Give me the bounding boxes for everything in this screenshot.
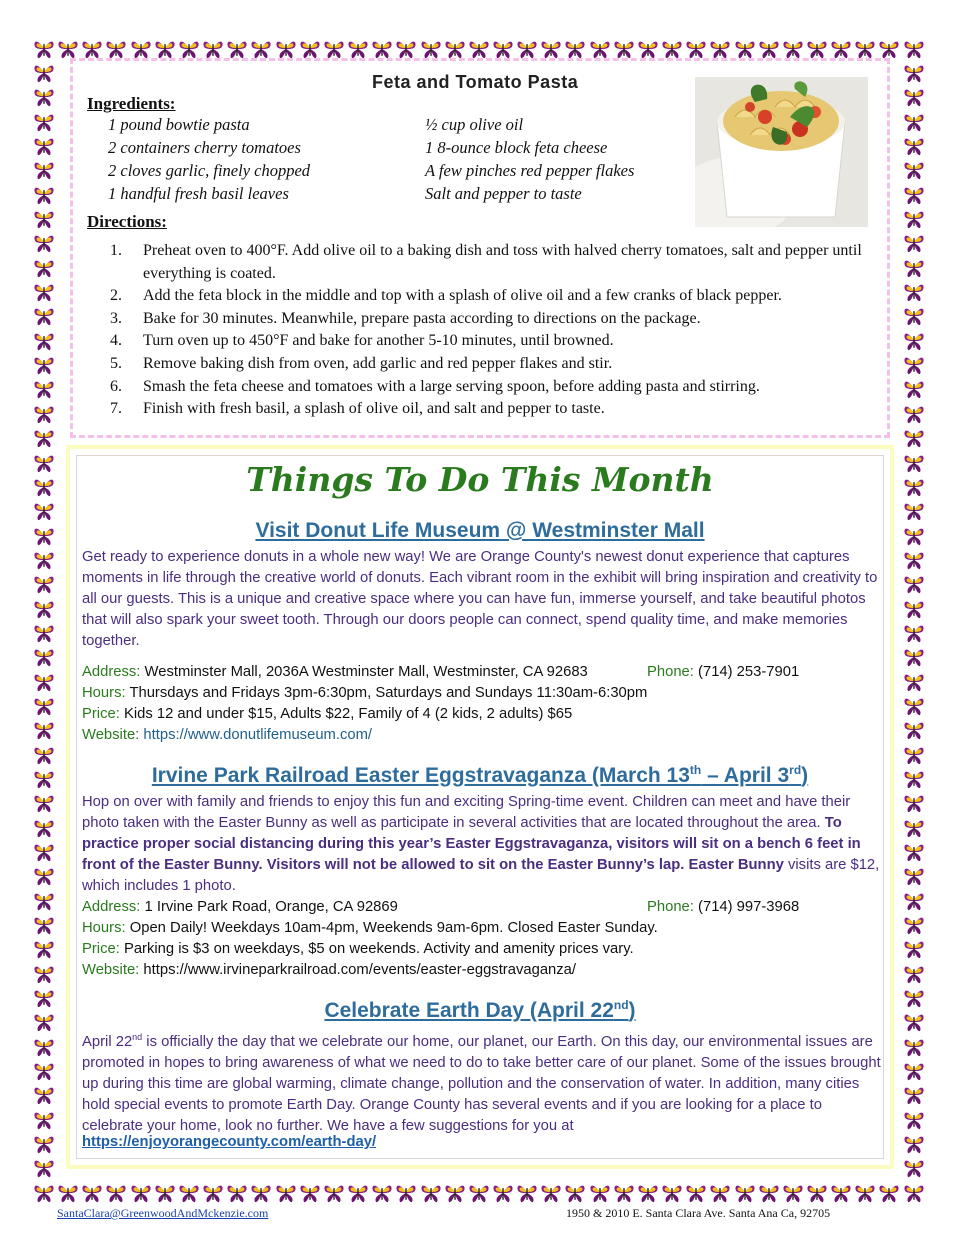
butterfly-icon [830, 1182, 852, 1204]
butterfly-icon [33, 817, 55, 839]
butterfly-icon [613, 1182, 635, 1204]
railroad-hours-line [82, 918, 658, 939]
phone-label: Phone: [647, 899, 694, 915]
desc-text: Hop on over with family and friends to enjoy this fun and exciting Spring-time event. Children can meet and have their photo taken with the Easter Bunny as well as participate in several activities that are located throughout the area. [82, 794, 851, 831]
butterfly-icon [371, 38, 393, 60]
butterfly-icon [903, 1182, 925, 1204]
butterfly-icon [903, 646, 925, 668]
railroad-address-line [82, 897, 398, 918]
butterfly-icon [33, 1133, 55, 1155]
list-item [110, 398, 870, 421]
step-text: Bake for 30 minutes. Meanwhile, prepare pasta according to directions on the package. [143, 309, 701, 327]
donut-address-line [82, 662, 588, 683]
butterfly-icon [878, 1182, 900, 1204]
website-label: Website: [82, 727, 140, 743]
butterfly-icon [492, 1182, 514, 1204]
butterfly-icon [33, 208, 55, 230]
butterfly-icon [130, 38, 152, 60]
butterfly-icon [395, 38, 417, 60]
donut-description: Get ready to experience donuts in a whole new way! We are Orange County's newest donut experience that captures moments in life through the creative world of donuts. Each vibrant room in the exhibit will bring inspiration and creativity to all our guests. This is a unique and creative space where you can have fun, immerse yourself, and take beautiful photos that will also spark your sweet tooth. Through our doors people can connect, spend quality time, and make memories together. [82, 549, 878, 649]
list-item [110, 353, 870, 376]
butterfly-icon [685, 1182, 707, 1204]
butterfly-icon [420, 1182, 442, 1204]
donut-hours: Thursdays and Fridays 3pm-6:30pm, Saturdays and Sundays 11:30am-6:30pm [129, 685, 648, 701]
butterfly-icon [33, 841, 55, 863]
butterfly-icon [903, 403, 925, 425]
butterfly-icon [589, 1182, 611, 1204]
ingredient-item: 1 pound bowtie pasta [108, 115, 250, 134]
butterfly-icon [33, 184, 55, 206]
butterfly-icon [854, 1182, 876, 1204]
butterfly-icon [33, 646, 55, 668]
step-text: Turn oven up to 450°F and bake for another 5-10 minutes, until browned. [143, 332, 614, 350]
butterfly-icon [33, 62, 55, 84]
things-to-do-title: Things To Do This Month [246, 460, 714, 499]
butterfly-icon [250, 38, 272, 60]
butterfly-icon [903, 86, 925, 108]
ingredient-item: 2 containers cherry tomatoes [108, 138, 301, 157]
butterfly-icon [782, 1182, 804, 1204]
butterfly-icon [903, 135, 925, 157]
butterfly-icon [903, 232, 925, 254]
butterfly-icon [806, 1182, 828, 1204]
butterfly-icon [903, 111, 925, 133]
heading-sup: rd [789, 763, 802, 777]
railroad-phone-line [647, 897, 799, 918]
butterfly-icon [154, 1182, 176, 1204]
butterfly-icon [33, 111, 55, 133]
butterfly-icon [33, 232, 55, 254]
border-bottom [33, 1182, 925, 1204]
butterfly-icon [903, 1133, 925, 1155]
butterfly-icon [516, 1182, 538, 1204]
border-top [33, 38, 925, 60]
recipe-title: Feta and Tomato Pasta [372, 72, 579, 92]
list-item [110, 308, 870, 331]
butterfly-icon [33, 792, 55, 814]
butterfly-icon [33, 257, 55, 279]
step-number: 4. [110, 332, 122, 350]
butterfly-icon [564, 1182, 586, 1204]
footer-address: 1950 & 2010 E. Santa Clara Ave. Santa Ana Ca, 92705 [566, 1206, 831, 1220]
butterfly-icon [903, 281, 925, 303]
butterfly-icon [878, 38, 900, 60]
butterfly-icon [371, 1182, 393, 1204]
railroad-hours: Open Daily! Weekdays 10am-4pm, Weekends 9am-6pm. Closed Easter Sunday. [129, 920, 658, 936]
butterfly-icon [903, 1036, 925, 1058]
donut-heading: Visit Donut Life Museum @ Westminster Mall [255, 519, 705, 542]
railroad-price-line [82, 939, 634, 960]
heading-text: Celebrate Earth Day (April 22 [324, 999, 614, 1022]
ingredients-left [108, 113, 310, 205]
railroad-phone: (714) 997-3968 [698, 899, 800, 915]
donut-hours-line [82, 683, 647, 704]
desc-bold: To practice proper social distancing during this year’s Easter Eggstravaganza, visitors will sit on a bench 6 feet in front of the Easter Bunny. Visitors will not be allowed to sit on the Easter Bunny’s lap. Easter Bunny [82, 815, 861, 873]
railroad-description [82, 792, 882, 897]
butterfly-icon [33, 695, 55, 717]
earth-day-link[interactable]: https://enjoyorangecounty.com/earth-day/ [82, 1134, 377, 1150]
phone-label: Phone: [647, 664, 694, 680]
footer-email-link[interactable]: SantaClara@GreenwoodAndMckenzie.com [57, 1206, 269, 1220]
butterfly-icon [540, 1182, 562, 1204]
butterfly-icon [81, 38, 103, 60]
butterfly-icon [903, 354, 925, 376]
butterfly-icon [275, 1182, 297, 1204]
butterfly-icon [758, 1182, 780, 1204]
butterfly-icon [395, 1182, 417, 1204]
butterfly-icon [903, 1084, 925, 1106]
butterfly-icon [903, 257, 925, 279]
railroad-price: Parking is $3 on weekdays, $5 on weekends. Activity and amenity prices vary. [123, 941, 634, 957]
butterfly-icon [903, 914, 925, 936]
butterfly-icon [903, 719, 925, 741]
butterfly-icon [33, 719, 55, 741]
step-number: 6. [110, 377, 122, 395]
butterfly-icon [323, 1182, 345, 1204]
step-number: 1. [110, 242, 122, 259]
butterfly-icon [33, 86, 55, 108]
directions-label: Directions: [87, 212, 167, 231]
butterfly-icon [468, 38, 490, 60]
butterfly-icon [903, 159, 925, 181]
step-number: 3. [110, 309, 122, 327]
butterfly-icon [33, 963, 55, 985]
butterfly-icon [33, 330, 55, 352]
butterfly-icon [57, 1182, 79, 1204]
butterfly-icon [250, 1182, 272, 1204]
butterfly-icon [734, 1182, 756, 1204]
heading-text: ) [628, 999, 636, 1022]
butterfly-icon [33, 1060, 55, 1082]
butterfly-icon [33, 135, 55, 157]
butterfly-icon [734, 38, 756, 60]
butterfly-icon [903, 817, 925, 839]
butterfly-icon [347, 1182, 369, 1204]
butterfly-icon [33, 1182, 55, 1204]
butterfly-icon [275, 38, 297, 60]
butterfly-icon [33, 914, 55, 936]
butterfly-icon [347, 38, 369, 60]
butterfly-icon [903, 841, 925, 863]
heading-text: – April 3 [701, 764, 790, 787]
ingredient-item: 1 8-ounce block feta cheese [425, 138, 608, 157]
earth-day-description [82, 1027, 882, 1137]
butterfly-icon [202, 38, 224, 60]
butterfly-icon [637, 38, 659, 60]
list-item [110, 330, 870, 353]
desc-text: visits are $12, which includes 1 photo. [82, 857, 880, 894]
butterfly-icon [903, 62, 925, 84]
ingredient-item: Salt and pepper to taste [425, 184, 582, 203]
butterfly-icon [323, 38, 345, 60]
donut-price-line [82, 704, 572, 725]
butterfly-icon [903, 378, 925, 400]
step-text: Finish with fresh basil, a splash of olive oil, and salt and pepper to taste. [143, 400, 605, 418]
butterfly-icon [661, 38, 683, 60]
hours-label: Hours: [82, 920, 126, 936]
desc-text: April 22 [82, 1033, 133, 1050]
butterfly-icon [33, 598, 55, 620]
butterfly-icon [903, 671, 925, 693]
butterfly-icon [154, 38, 176, 60]
butterfly-icon [637, 1182, 659, 1204]
butterfly-icon [33, 403, 55, 425]
butterfly-icon [33, 159, 55, 181]
railroad-website-line [82, 960, 576, 981]
heading-sup: th [689, 763, 702, 777]
butterfly-icon [33, 938, 55, 960]
butterfly-icon [105, 38, 127, 60]
butterfly-icon [903, 1157, 925, 1179]
butterfly-icon [33, 1036, 55, 1058]
butterfly-icon [758, 38, 780, 60]
donut-price: Kids 12 and under $15, Adults $22, Family of 4 (2 kids, 2 adults) $65 [123, 706, 573, 722]
butterfly-icon [57, 38, 79, 60]
earth-day-heading [0, 998, 960, 1023]
butterfly-icon [130, 1182, 152, 1204]
butterfly-icon [903, 305, 925, 327]
step-number: 2. [110, 287, 122, 305]
butterfly-icon [903, 330, 925, 352]
butterfly-icon [33, 890, 55, 912]
ingredient-item: A few pinches red pepper flakes [425, 161, 635, 180]
list-item [110, 285, 870, 308]
butterfly-icon [33, 427, 55, 449]
step-text: Remove baking dish from oven, add garlic and red pepper flakes and stir. [143, 354, 613, 372]
butterfly-icon [178, 38, 200, 60]
donut-phone: (714) 253-7901 [698, 664, 800, 680]
butterfly-icon [903, 695, 925, 717]
step-text: Add the feta block in the middle and top with a splash of olive oil and a few cranks of black pepper. [143, 287, 782, 305]
price-label: Price: [82, 706, 120, 722]
butterfly-icon [903, 184, 925, 206]
address-label: Address: [82, 899, 141, 915]
butterfly-icon [903, 622, 925, 644]
donut-address: Westminster Mall, 2036A Westminster Mall, Westminster, CA 92683 [144, 664, 588, 680]
desc-text: is officially the day that we celebrate our home, our planet, our Earth. On this day, our environmental issues are promoted in hopes to bring awareness of what we need to do to take better care of our planet. Some of the issues brought up during this time are global warming, climate change, pollution and the conservation of water. In addition, many cities hold special events to promote Earth Day. Orange County has several events and if you are looking for a place to celebrate your home, look no further. We have a few suggestions for you at [82, 1033, 881, 1134]
butterfly-icon [299, 38, 321, 60]
butterfly-icon [178, 1182, 200, 1204]
donut-website-link[interactable]: https://www.donutlifemuseum.com/ [143, 727, 373, 743]
butterfly-icon [903, 598, 925, 620]
butterfly-icon [33, 354, 55, 376]
butterfly-icon [33, 1157, 55, 1179]
butterfly-icon [806, 38, 828, 60]
hours-label: Hours: [82, 685, 126, 701]
donut-phone-line [647, 662, 799, 683]
butterfly-icon [903, 890, 925, 912]
step-text: Preheat oven to 400°F. Add olive oil to a baking dish and toss with halved cherry tomatoes, salt and pepper until everything is coated. [143, 242, 862, 282]
list-item [110, 376, 870, 399]
ingredient-item: 2 cloves garlic, finely chopped [108, 161, 311, 180]
website-label: Website: [82, 962, 140, 978]
railroad-heading [0, 763, 960, 788]
address-label: Address: [82, 664, 141, 680]
butterfly-icon [33, 281, 55, 303]
butterfly-icon [105, 1182, 127, 1204]
butterfly-icon [903, 427, 925, 449]
railroad-address: 1 Irvine Park Road, Orange, CA 92869 [144, 899, 398, 915]
butterfly-icon [33, 865, 55, 887]
step-number: 5. [110, 354, 122, 372]
butterfly-icon [589, 38, 611, 60]
butterfly-icon [661, 1182, 683, 1204]
butterfly-icon [709, 38, 731, 60]
butterfly-icon [903, 963, 925, 985]
butterfly-icon [564, 38, 586, 60]
butterfly-icon [903, 1060, 925, 1082]
heading-sup: nd [613, 998, 629, 1012]
butterfly-icon [226, 38, 248, 60]
butterfly-icon [903, 38, 925, 60]
butterfly-icon [33, 1109, 55, 1131]
butterfly-icon [226, 1182, 248, 1204]
butterfly-icon [33, 378, 55, 400]
butterfly-icon [420, 38, 442, 60]
step-text: Smash the feta cheese and tomatoes with a large serving spoon, before adding pasta and stirring. [143, 377, 760, 395]
butterfly-icon [782, 38, 804, 60]
butterfly-icon [903, 792, 925, 814]
butterfly-icon [202, 1182, 224, 1204]
butterfly-icon [444, 38, 466, 60]
butterfly-icon [299, 1182, 321, 1204]
butterfly-icon [492, 38, 514, 60]
list-item [110, 240, 870, 285]
heading-text: ) [801, 764, 809, 787]
donut-website-line [82, 725, 372, 746]
butterfly-icon [33, 573, 55, 595]
butterfly-icon [854, 38, 876, 60]
butterfly-icon [903, 938, 925, 960]
price-label: Price: [82, 941, 120, 957]
butterfly-icon [903, 1109, 925, 1131]
butterfly-icon [33, 671, 55, 693]
ingredients-label: Ingredients: [87, 94, 176, 113]
butterfly-icon [468, 1182, 490, 1204]
butterfly-icon [33, 1084, 55, 1106]
butterfly-icon [444, 1182, 466, 1204]
butterfly-icon [685, 38, 707, 60]
earth-day-link-line [82, 1132, 376, 1153]
butterfly-icon [709, 1182, 731, 1204]
butterfly-icon [903, 573, 925, 595]
butterfly-icon [81, 1182, 103, 1204]
railroad-website-link[interactable]: https://www.irvineparkrailroad.com/events/easter-eggstravaganza/ [143, 962, 577, 978]
butterfly-icon [33, 38, 55, 60]
butterfly-icon [903, 208, 925, 230]
heading-text: Irvine Park Railroad Easter Eggstravaganza (March 13 [151, 764, 690, 787]
step-number: 7. [110, 400, 122, 418]
ingredients-right [425, 113, 634, 205]
butterfly-icon [516, 38, 538, 60]
butterfly-icon [830, 38, 852, 60]
butterfly-icon [903, 865, 925, 887]
butterfly-icon [33, 622, 55, 644]
butterfly-icon [33, 549, 55, 571]
butterfly-icon [33, 305, 55, 327]
ingredient-item: 1 handful fresh basil leaves [108, 184, 289, 203]
pasta-photo [695, 77, 868, 227]
directions-list [110, 240, 870, 421]
butterfly-icon [903, 549, 925, 571]
butterfly-icon [540, 38, 562, 60]
desc-sup: nd [132, 1032, 143, 1042]
butterfly-icon [613, 38, 635, 60]
ingredient-item: ½ cup olive oil [425, 115, 524, 134]
